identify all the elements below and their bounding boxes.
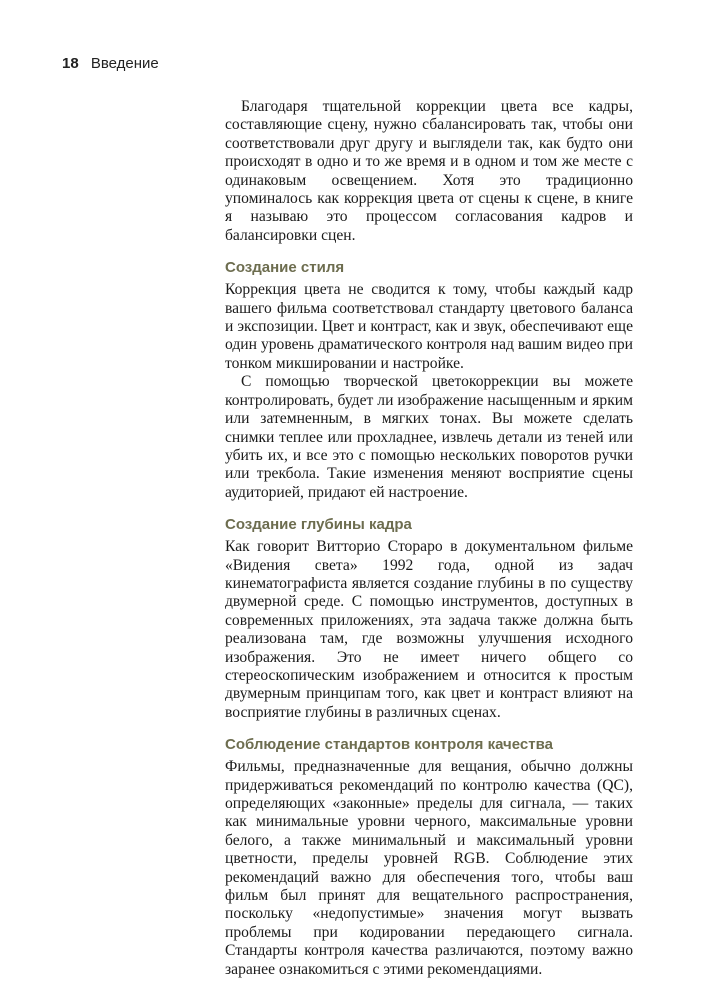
heading-qc: Соблюдение стандартов контроля качества xyxy=(225,736,553,754)
paragraph: Коррекция цвета не сводится к тому, чтобы каждый кадр вашего фильма соответствовал стандарту цветового баланса и экспозиции. Цвет и контраст, как и звук, обеспечивают еще один уровень драматического контроля над вашим видео при тонком микшировании и настройке. xyxy=(225,281,633,372)
running-head xyxy=(62,55,159,72)
paragraph: С помощью творческой цветокоррекции вы можете контролировать, будет ли изображение насыщенным и ярким или затемненным, в мягких тонах. Вы можете сделать снимки теплее или прохладнее, извлечь детали из теней или убить их, и все это с помощью нескольких поворотов ручки или трекбола. Такие изменения меняют восприятие сцены аудиторией, придают ей настроение. xyxy=(225,373,633,501)
heading-style: Создание стиля xyxy=(225,259,345,277)
paragraph: Как говорит Витторио Стораро в документальном фильме «Видения света» 1992 года, одной из задач кинематографиста является создание глубины в по существу двумерной среде. С помощью инструментов, доступных в современных приложениях, эта задача также должна быть реализована там, где возможны улучшения исходного изображения. Это не имеет ничего общего со стереоскопическим изображением и относится к простым двумерным принципам того, как цвет и контраст влияют на восприятие глубины в различных сценах. xyxy=(225,538,633,721)
section-title: Введение xyxy=(90,55,159,72)
paragraph: Фильмы, предназначенные для вещания, обычно должны придерживаться рекомендаций по контролю качества (QC), определяющих «законные» пределы для сигнала, — таких как минимальные уровни черного, максимальные уровни белого, а также минимальный и максимальный уровни цветности, пределы уровней RGB. Соблюдение этих рекомендаций важно для обеспечения того, чтобы ваш фильм был принят для вещательного распространения, поскольку «недопустимые» значения могут вызвать проблемы при кодировании передающего сигнала. Стандарты контроля качества различаются, поэтому важно заранее ознакомиться с этими рекомендациями. xyxy=(225,758,633,978)
page-number: 18 xyxy=(62,55,79,72)
heading-depth: Создание глубины кадра xyxy=(225,516,412,534)
intro-paragraph: Благодаря тщательной коррекции цвета все кадры, составляющие сцену, нужно сбалансировать так, чтобы они соответствовали друг другу и выглядели так, как будто они происходят в одно и то же время и в одном и том же месте с одинаковым освещением. Хотя это традиционно упоминалось как коррекция цвета от сцены к сцене, в книге я называю это процессом согласования кадров и балансировки сцен. xyxy=(225,98,633,244)
page-body xyxy=(225,98,633,979)
